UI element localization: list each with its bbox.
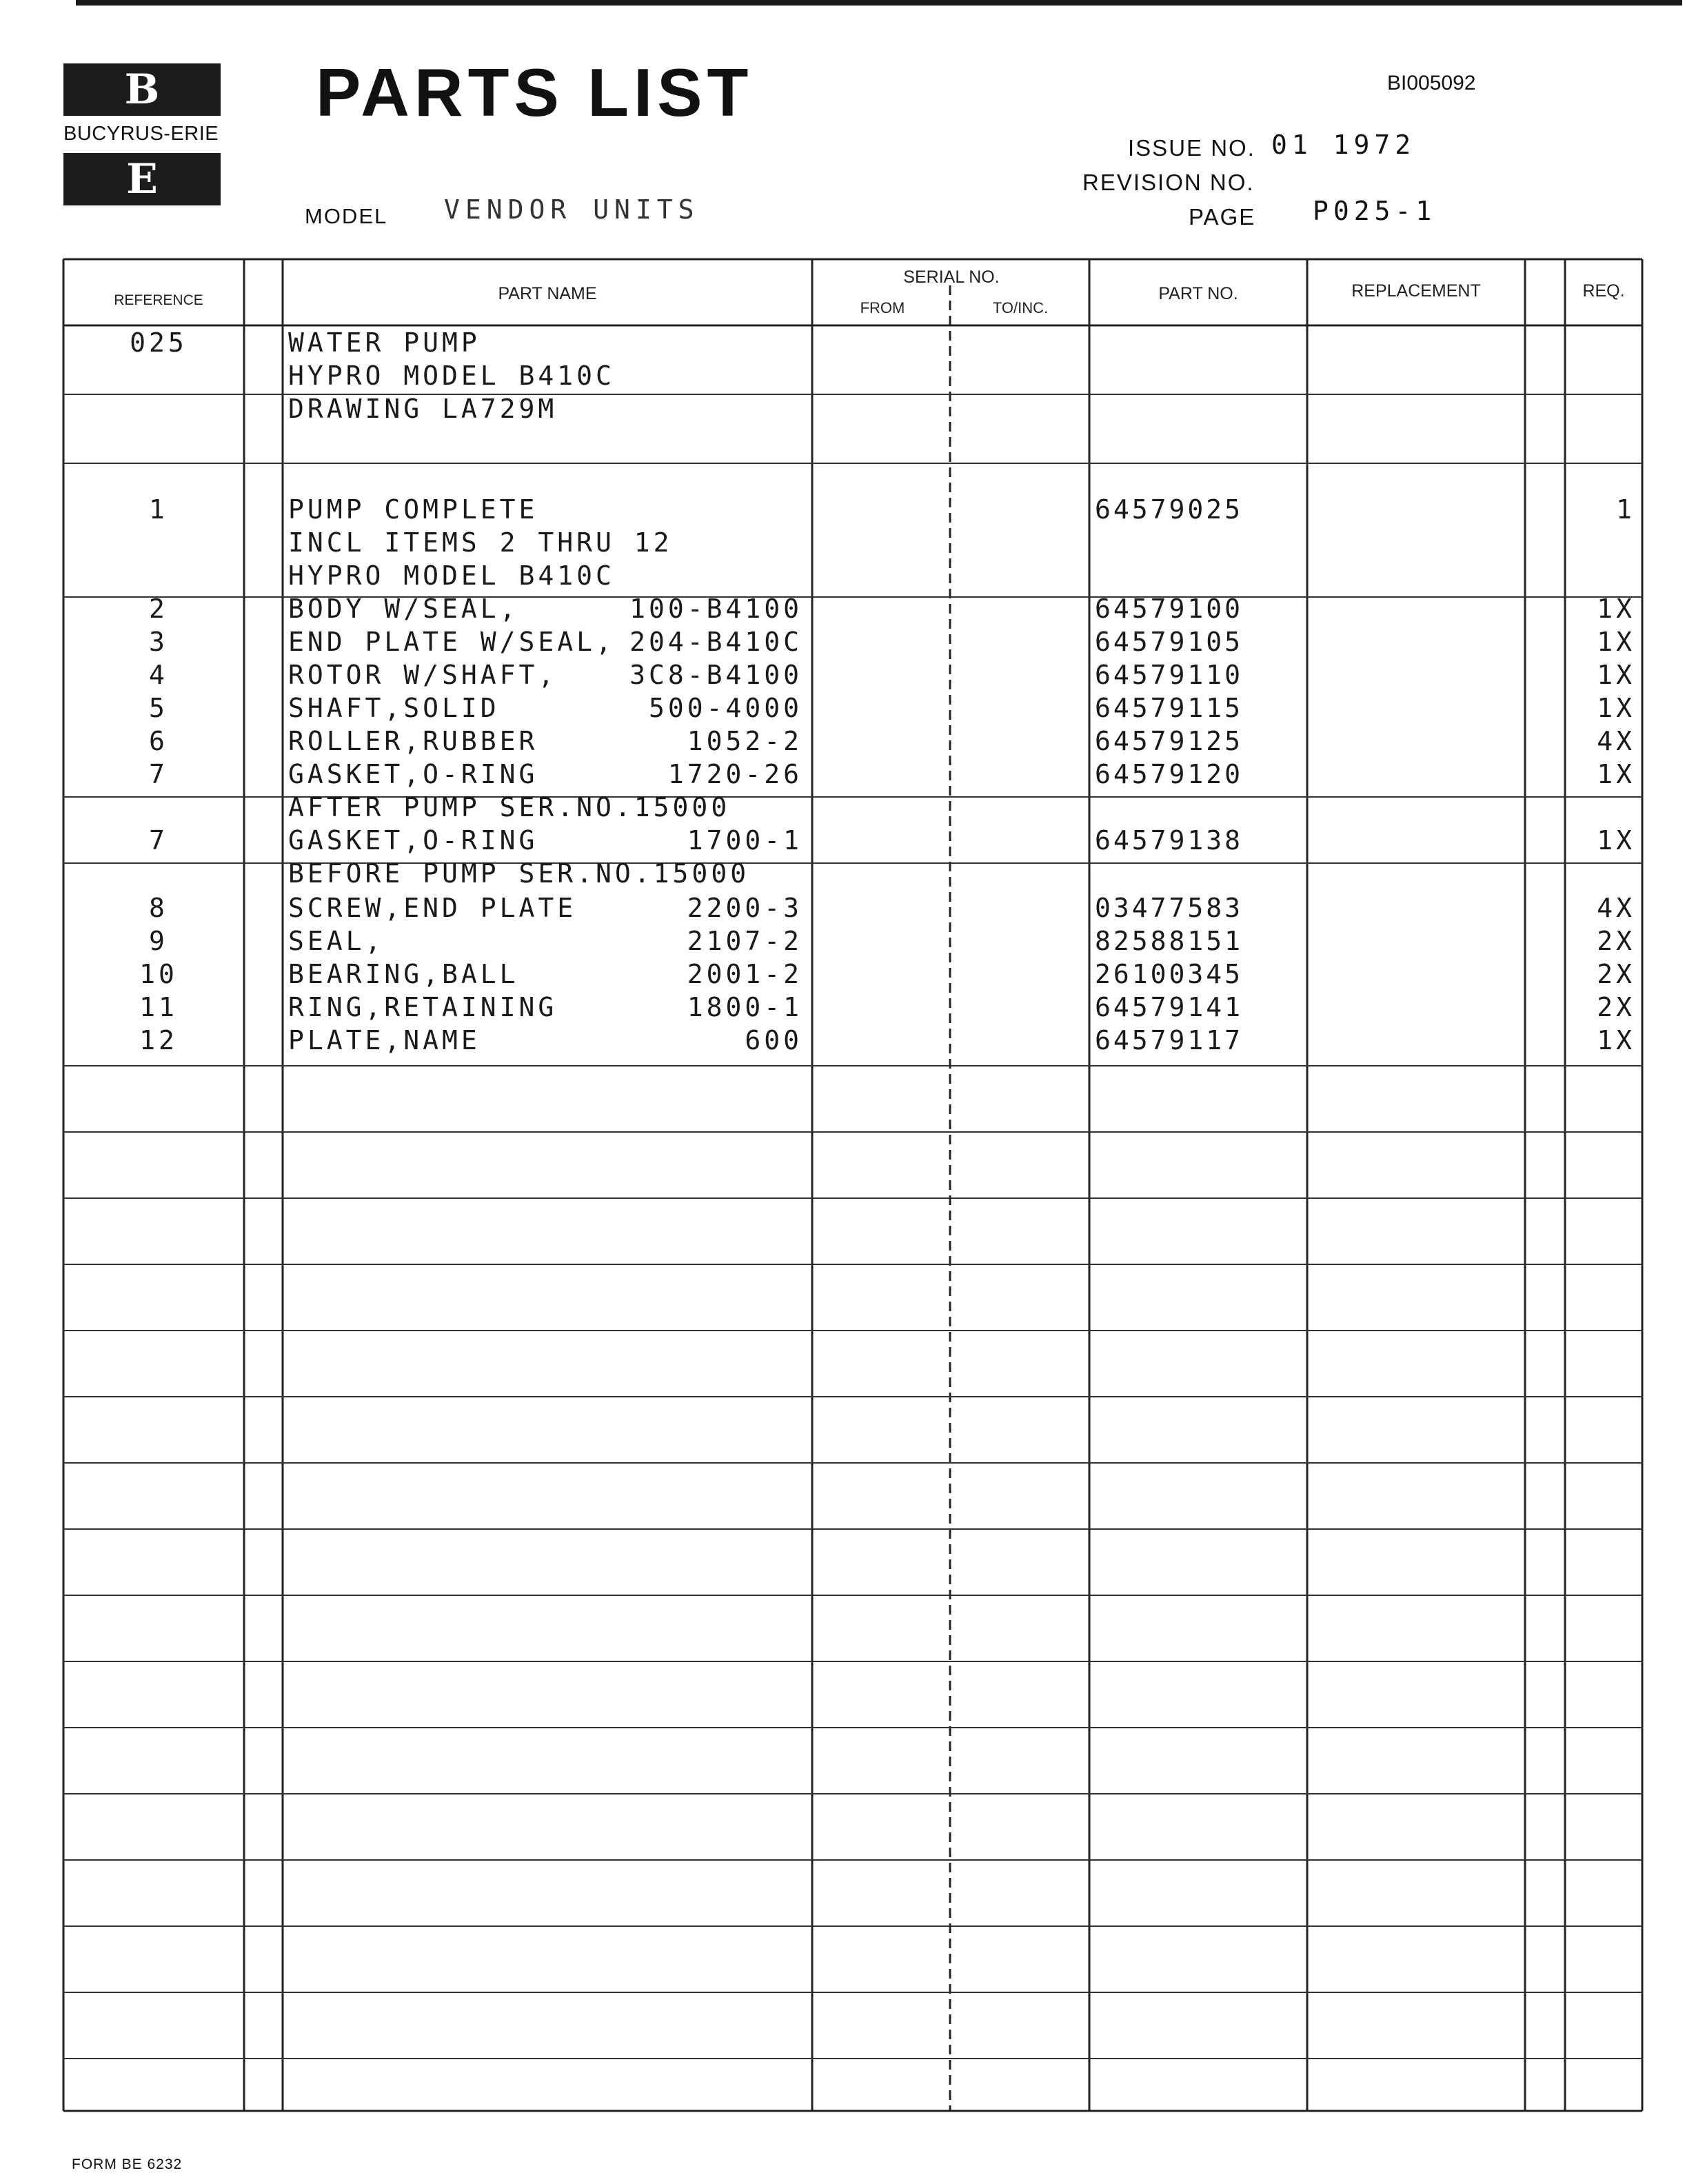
line-reference: 12 bbox=[139, 1025, 178, 1055]
page-value: P025-1 bbox=[1313, 196, 1437, 226]
header-part-name: PART NAME bbox=[498, 284, 597, 303]
line-part-name: ROTOR W/SHAFT, bbox=[288, 660, 558, 690]
issue-value: 01 1972 bbox=[1271, 130, 1416, 160]
header-replacement: REPLACEMENT bbox=[1351, 281, 1481, 301]
line-spec: 2001-2 bbox=[687, 959, 802, 989]
line-req: 2X bbox=[1597, 926, 1635, 956]
line-part-name: BEFORE PUMP SER.NO.15000 bbox=[288, 858, 750, 889]
line-part-name: ROLLER,RUBBER bbox=[288, 726, 538, 756]
brand-logo-e: E bbox=[63, 153, 221, 205]
line-req: 1X bbox=[1597, 660, 1635, 690]
line-part-name: SEAL, bbox=[288, 926, 385, 956]
line-part-name: END PLATE W/SEAL, bbox=[288, 627, 615, 657]
line-spec: 1052-2 bbox=[687, 726, 802, 756]
line-spec: 3C8-B4100 bbox=[629, 660, 802, 690]
line-part-name: AFTER PUMP SER.NO.15000 bbox=[288, 792, 731, 822]
line-part-name: DRAWING LA729M bbox=[288, 394, 558, 424]
line-part-name: HYPRO MODEL B410C bbox=[288, 560, 615, 591]
page-label: PAGE bbox=[1189, 204, 1256, 230]
line-req: 2X bbox=[1597, 992, 1635, 1022]
form-number: FORM BE 6232 bbox=[72, 2156, 183, 2172]
line-reference: 3 bbox=[149, 627, 168, 657]
line-part-name: SHAFT,SOLID bbox=[288, 693, 500, 723]
line-part-name: GASKET,O-RING bbox=[288, 759, 538, 789]
line-reference: 025 bbox=[130, 327, 188, 358]
line-part-name: RING,RETAINING bbox=[288, 992, 558, 1022]
line-req: 4X bbox=[1597, 726, 1635, 756]
line-req: 1X bbox=[1597, 594, 1635, 624]
line-part-no: 64579025 bbox=[1095, 494, 1244, 525]
line-part-name: HYPRO MODEL B410C bbox=[288, 361, 615, 391]
line-reference: 9 bbox=[149, 926, 168, 956]
line-reference: 7 bbox=[149, 825, 168, 856]
line-spec: 2200-3 bbox=[687, 893, 802, 923]
line-part-name: BODY W/SEAL, bbox=[288, 594, 519, 624]
line-part-no: 64579141 bbox=[1095, 992, 1244, 1022]
line-part-no: 64579125 bbox=[1095, 726, 1244, 756]
line-part-no: 64579115 bbox=[1095, 693, 1244, 723]
page-title: PARTS LIST bbox=[316, 54, 754, 130]
line-part-no: 64579120 bbox=[1095, 759, 1244, 789]
line-req: 1X bbox=[1597, 1025, 1635, 1055]
model-label: MODEL bbox=[305, 204, 388, 228]
line-spec: 500-4000 bbox=[648, 693, 802, 723]
line-part-no: 82588151 bbox=[1095, 926, 1244, 956]
line-spec: 1800-1 bbox=[687, 992, 802, 1022]
line-spec: 100-B4100 bbox=[629, 594, 802, 624]
line-part-no: 64579105 bbox=[1095, 627, 1244, 657]
line-part-no: 64579117 bbox=[1095, 1025, 1244, 1055]
line-part-name: GASKET,O-RING bbox=[288, 825, 538, 856]
line-reference: 5 bbox=[149, 693, 168, 723]
line-reference: 1 bbox=[149, 494, 168, 525]
line-part-name: BEARING,BALL bbox=[288, 959, 519, 989]
brand-name: BUCYRUS-ERIE bbox=[63, 123, 219, 145]
issue-label: ISSUE NO. bbox=[1128, 135, 1255, 161]
line-reference: 7 bbox=[149, 759, 168, 789]
line-spec: 204-B410C bbox=[629, 627, 802, 657]
line-reference: 4 bbox=[149, 660, 168, 690]
line-req: 2X bbox=[1597, 959, 1635, 989]
line-req: 1X bbox=[1597, 759, 1635, 789]
line-reference: 11 bbox=[139, 992, 178, 1022]
line-spec: 2107-2 bbox=[687, 926, 802, 956]
line-reference: 10 bbox=[139, 959, 178, 989]
line-part-no: 03477583 bbox=[1095, 893, 1244, 923]
line-part-no: 64579110 bbox=[1095, 660, 1244, 690]
line-part-no: 26100345 bbox=[1095, 959, 1244, 989]
line-spec: 1700-1 bbox=[687, 825, 802, 856]
line-reference: 6 bbox=[149, 726, 168, 756]
line-part-name: SCREW,END PLATE bbox=[288, 893, 577, 923]
header-serial-from: FROM bbox=[860, 299, 905, 316]
header-reference: REFERENCE bbox=[114, 292, 203, 308]
header-part-no: PART NO. bbox=[1158, 284, 1238, 303]
line-part-no: 64579138 bbox=[1095, 825, 1244, 856]
line-req: 1X bbox=[1597, 627, 1635, 657]
line-part-name: WATER PUMP bbox=[288, 327, 481, 358]
line-req: 1X bbox=[1597, 825, 1635, 856]
line-reference: 2 bbox=[149, 594, 168, 624]
line-req: 4X bbox=[1597, 893, 1635, 923]
line-part-name: PLATE,NAME bbox=[288, 1025, 481, 1055]
model-value: VENDOR UNITS bbox=[444, 194, 700, 225]
line-part-name: PUMP COMPLETE bbox=[288, 494, 538, 525]
line-req: 1 bbox=[1616, 494, 1635, 525]
line-spec: 1720-26 bbox=[667, 759, 802, 789]
header-serial-to: TO/INC. bbox=[992, 299, 1049, 316]
line-reference: 8 bbox=[149, 893, 168, 923]
document-id: BI005092 bbox=[1387, 72, 1476, 94]
brand-logo-b: B bbox=[63, 63, 221, 116]
line-part-no: 64579100 bbox=[1095, 594, 1244, 624]
header-serial: SERIAL NO. bbox=[903, 267, 1000, 287]
revision-label: REVISION NO. bbox=[1082, 170, 1255, 195]
line-spec: 600 bbox=[745, 1025, 802, 1055]
table-rows bbox=[130, 327, 1635, 1055]
header-req: REQ. bbox=[1582, 281, 1625, 301]
line-req: 1X bbox=[1597, 693, 1635, 723]
line-part-name: INCL ITEMS 2 THRU 12 bbox=[288, 527, 673, 558]
